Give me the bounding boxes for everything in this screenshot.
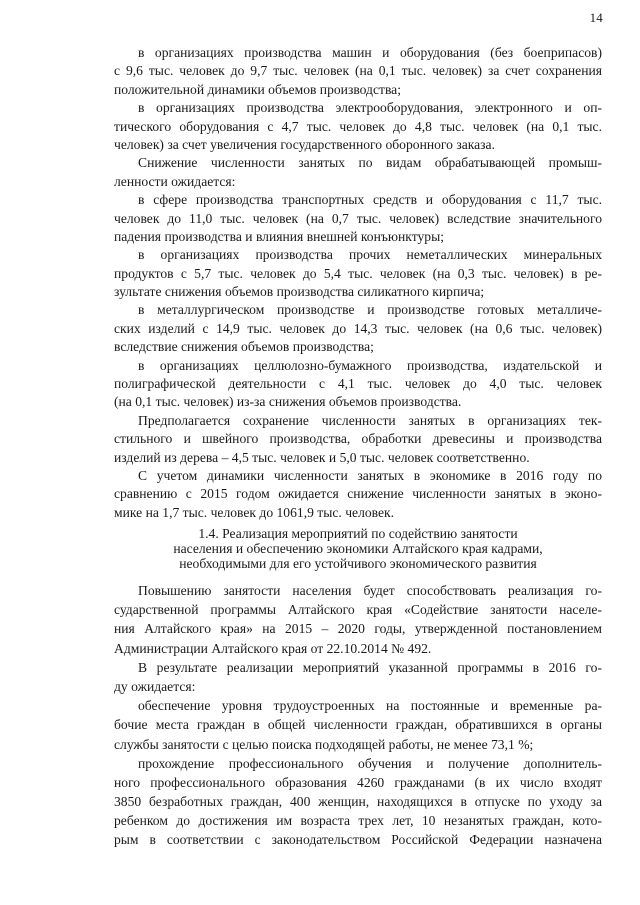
text-line: Предполагается сохранение численности занятых в организациях тек- (138, 412, 602, 428)
text-line: падения производства и влияния внешней конъюнктуры; (114, 228, 444, 244)
text-line: продуктов с 5,7 тыс. человек до 5,4 тыс. человек (на 0,3 тыс. человек) в ре- (114, 265, 602, 281)
text-line: В результате реализации мероприятий указанной программы в 2016 го- (138, 659, 602, 675)
body-text-section-2 (114, 581, 602, 850)
text-line: С учетом динамики численности занятых в экономике в 2016 году по (138, 467, 602, 483)
text-line: ного профессионального образования 4260 гражданами (в их число входят (114, 774, 602, 790)
text-line: человек) за счет увеличения государственного оборонного заказа. (114, 136, 495, 152)
text-line: Повышению занятости населения будет способствовать реализация го- (138, 583, 602, 598)
text-line: в сфере производства транспортных средств и оборудования с 11,7 тыс. (138, 192, 602, 208)
text-line: стильного и швейного производства, обработки древесины и производства (114, 431, 602, 447)
text-line: в организациях производства прочих неметаллических минеральных (138, 247, 602, 263)
text-line: в металлургическом производстве и производстве готовых металличе- (138, 302, 602, 318)
heading-line: 1.4. Реализация мероприятий по содействию занятости (198, 526, 518, 541)
text-line: ских изделий с 14,9 тыс. человек до 14,3 тыс. человек (на 0,6 тыс. человек) (114, 320, 602, 336)
text-line: с 9,6 тыс. человек до 9,7 тыс. человек (на 0,1 тыс. человек) за счет сохранения (114, 63, 602, 79)
text-line: зультате снижения объемов производства силикатного кирпича; (114, 284, 485, 300)
text-line: 3850 безработных граждан, 400 женщин, находящихся в отпуске по уходу за (114, 794, 602, 810)
text-line: сударственной программы Алтайского края «Содействие занятости населе- (114, 602, 602, 618)
text-line: человек до 11,0 тыс. человек (на 0,7 тыс. человек) вследствие значительного (114, 210, 602, 226)
text-line: службы занятости с целью поиска подходящей работы, не менее 73,1 %; (114, 736, 534, 752)
text-line: рым в соответствии с законодательством Российской Федерации назначена (114, 832, 602, 848)
page-number: 14 (589, 10, 603, 25)
text-line: Снижение численности занятых по видам обрабатывающей промыш- (138, 155, 602, 171)
text-line: ребенком до достижения им возраста трех лет, 10 незанятых граждан, кото- (114, 813, 602, 829)
text-line: ния Алтайского края» на 2015 – 2020 годы, утвержденной постановлением (114, 621, 602, 637)
text-line: ленности ожидается: (114, 173, 236, 189)
text-line: мике на 1,7 тыс. человек до 1061,9 тыс. человек. (114, 504, 395, 520)
text-line: бочие места граждан в общей численности граждан, обратившихся в органы (114, 717, 602, 733)
text-line: (на 0,1 тыс. человек) из-за снижения объемов производства. (114, 394, 462, 410)
body-text-section-1 (114, 44, 602, 522)
section-heading (114, 526, 602, 572)
text-line: положительной динамики объемов производства; (114, 81, 401, 97)
heading-line: необходимыми для его устойчивого экономического развития (179, 556, 537, 572)
text-line: обеспечение уровня трудоустроенных на постоянные и временные ра- (138, 698, 602, 714)
text-line: в организациях целлюлозно-бумажного производства, издательской и (138, 357, 602, 373)
heading-line: населения и обеспечению экономики Алтайского края кадрами, (173, 541, 543, 557)
text-line: вследствие снижения объемов производства; (114, 339, 374, 355)
text-line: сравнению с 2015 годом ожидается снижение численности занятых в эконо- (114, 486, 602, 502)
text-line: изделий из дерева – 4,5 тыс. человек и 5,0 тыс. человек соответственно. (114, 449, 530, 465)
text-line: в организациях производства машин и оборудования (без боеприпасов) (138, 45, 602, 60)
text-line: полиграфической деятельности с 4,1 тыс. человек до 4,0 тыс. человек (114, 376, 602, 392)
text-line: прохождение профессионального обучения и получение дополнитель- (138, 755, 602, 771)
text-line: в организациях производства электрооборудования, электронного и оп- (138, 100, 602, 116)
text-line: ду ожидается: (114, 678, 196, 694)
text-line: тического оборудования с 4,7 тыс. человек до 4,8 тыс. человек (на 0,1 тыс. (114, 118, 602, 134)
text-line: Администрации Алтайского края от 22.10.2014 № 492. (114, 640, 432, 656)
